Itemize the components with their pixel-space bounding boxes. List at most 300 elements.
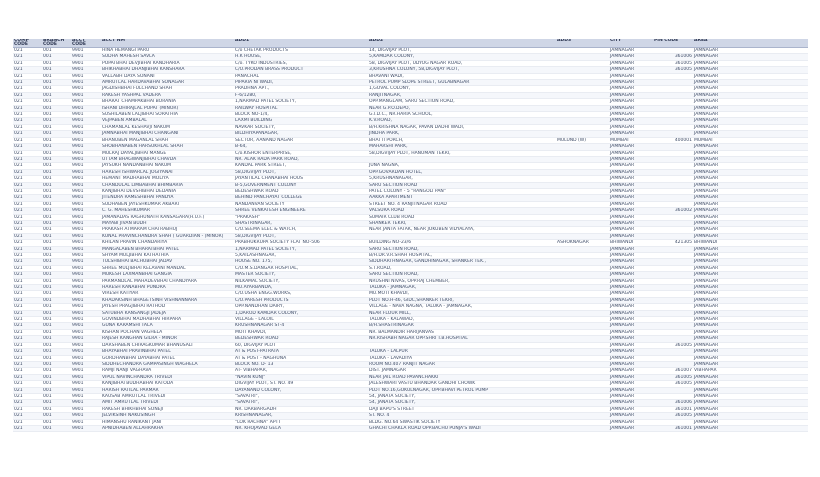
cell-acct-nm: HIMANSHU RANIKANT JANI	[101, 419, 234, 425]
cell-branch-code: 001	[42, 406, 71, 412]
cell-branch-code: 001	[42, 227, 71, 233]
cell-acct-code: 9901	[71, 131, 101, 137]
cell-add1: SHASTRINAGAR,	[234, 220, 368, 226]
cell-city: MUMBAI	[609, 137, 653, 143]
cell-area: JAMNAGAR	[693, 54, 808, 60]
cell-comp-code: 021	[13, 214, 42, 220]
cell-add1: NR. KHOJAVAD GELA	[234, 425, 368, 431]
column-header-add2: ADD2	[368, 39, 556, 48]
cell-add1: BEDESHWAR ROAD	[234, 336, 368, 342]
cell-area: JAMNAGAR	[693, 220, 808, 226]
cell-acct-code: 9901	[71, 374, 101, 380]
cell-acct-nm: KHILAN PRAVIN CHANDARIYA	[101, 240, 234, 246]
cell-branch-code: 001	[42, 131, 71, 137]
cell-area: JAMNAGAR	[693, 86, 808, 92]
cell-acct-code: 9901	[71, 105, 101, 111]
cell-acct-code: 9901	[71, 48, 101, 54]
cell-acct-nm: SHYAM MULJIBHAI KATHATHIA	[101, 253, 234, 259]
cell-acct-code: 9901	[71, 169, 101, 175]
cell-pin-code: 361005	[653, 67, 693, 73]
cell-area: JAMNAGAR	[693, 304, 808, 310]
cell-area: JAMNAGAR	[693, 131, 808, 137]
cell-branch-code: 001	[42, 374, 71, 380]
column-header-branch-code: BRANCH CODE	[42, 39, 71, 48]
cell-comp-code: 021	[13, 105, 42, 111]
cell-acct-code: 9901	[71, 425, 101, 431]
cell-add1: AT & POST-PATRATA	[234, 349, 368, 355]
cell-add1: VILLAGE - LALOIL	[234, 317, 368, 323]
cell-acct-nm: RAJESH KANGHAN GILRA - MINOR	[101, 336, 234, 342]
cell-acct-nm: JAMANADAS RAGHUNATH KANSAGARA(H.U.F.)	[101, 214, 234, 220]
cell-branch-code: 001	[42, 342, 71, 348]
cell-acct-nm: HARESH KANABHAI PUNDRA	[101, 285, 234, 291]
cell-acct-nm: AMRUTLAL HARDAVABHAI SONAGAR	[101, 80, 234, 86]
column-header-add3: ADD3	[556, 39, 609, 48]
cell-branch-code: 001	[42, 361, 71, 367]
cell-acct-code: 9901	[71, 361, 101, 367]
cell-branch-code: 001	[42, 124, 71, 130]
cell-add2: B/H.SHASTRINAGAR	[368, 323, 556, 329]
cell-add2: OPP.GOVARDAN HOTEL,	[368, 169, 556, 175]
cell-acct-code: 9901	[71, 381, 101, 387]
column-header-acct-code: ACCT CODE	[71, 39, 101, 48]
cell-comp-code: 021	[13, 67, 42, 73]
cell-acct-code: 9901	[71, 99, 101, 105]
cell-add1: KRUSHNANAGAR ST-4	[234, 323, 368, 329]
cell-branch-code: 001	[42, 291, 71, 297]
cell-add2: NEAR FLOUR MILL,	[368, 310, 556, 316]
cell-comp-code: 021	[13, 48, 42, 54]
cell-pin-code: 400001	[653, 137, 693, 143]
cell-acct-nm: CHANDULAL LIMBABHAI BHIMBARIA	[101, 182, 234, 188]
cell-add1: C/O.M.S.DANGAR HOSPITAL,	[234, 265, 368, 271]
cell-acct-code: 9901	[71, 419, 101, 425]
cell-pin-code: 361005	[653, 381, 693, 387]
cell-acct-code: 9901	[71, 188, 101, 194]
cell-comp-code: 021	[13, 310, 42, 316]
cell-add1: H.K HOUSE,	[234, 54, 368, 60]
cell-area: JAMNAGAR	[693, 124, 808, 130]
cell-add2: SHANKER TEKRI,	[368, 220, 556, 226]
cell-comp-code: 021	[13, 156, 42, 162]
table-row	[13, 240, 808, 246]
table-row	[13, 400, 808, 406]
cell-city: JAMNAGAR	[609, 156, 653, 162]
cell-acct-nm: C. G. MAHESHKUMAR	[101, 208, 234, 214]
cell-add2: 1,GOVAL COLONY,	[368, 86, 556, 92]
cell-add1: DAYANAND COLONY,	[234, 387, 368, 393]
cell-area: JAMNAGAR	[693, 150, 808, 156]
cell-add2: B/H.KRISHNA NAGAR, PAVAN DADHI WADI,	[368, 124, 556, 130]
cell-add1: 1,NARMAD PATEL SOCIETY,	[234, 99, 368, 105]
cell-city: JAMNAGAR	[609, 176, 653, 182]
table-row	[13, 425, 808, 431]
cell-branch-code: 001	[42, 118, 71, 124]
cell-add1: SHREE VENKATESH ENGINEERE	[234, 208, 368, 214]
cell-add2: 58, DIGVIJAY PLOT, UDYOG NAGAR ROAD,	[368, 60, 556, 66]
column-header-pin-code: PIN CODE	[653, 39, 693, 48]
cell-add1: MOTI KHAVDI,	[234, 329, 368, 335]
cell-area: JAMNAGAR	[693, 310, 808, 316]
cell-pin-code: 361005	[653, 60, 693, 66]
cell-branch-code: 001	[42, 425, 71, 431]
cell-comp-code: 021	[13, 118, 42, 124]
cell-add1: C/o CHETAK PRODUCTS	[234, 48, 368, 54]
cell-add2: PLOT NO.H-46, GIDC,SHANKER TEKRI,	[368, 297, 556, 303]
cell-add1: 1,DAROD KAMDAR COLONY,	[234, 310, 368, 316]
cell-comp-code: 021	[13, 413, 42, 419]
cell-add2: TALUKA - KALAWAD,	[368, 317, 556, 323]
cell-city: JAMNAGAR	[609, 169, 653, 175]
cell-add1: PANACHAL	[234, 73, 368, 79]
cell-comp-code: 021	[13, 253, 42, 259]
cell-area: JAMNAGAR	[693, 188, 808, 194]
cell-city: JAMNAGAR	[609, 118, 653, 124]
cell-area: JAMNAGAR	[693, 112, 808, 118]
cell-city: JAMNAGAR	[609, 272, 653, 278]
cell-comp-code: 021	[13, 92, 42, 98]
cell-city: BHIWANDI	[609, 240, 653, 246]
cell-area: JAMNAGAR	[693, 393, 808, 399]
cell-comp-code: 021	[13, 419, 42, 425]
cell-acct-code: 9901	[71, 214, 101, 220]
cell-acct-code: 9901	[71, 342, 101, 348]
cell-city: JAMNAGAR	[609, 291, 653, 297]
cell-add1: "SAVATRI",	[234, 393, 368, 399]
cell-add1: 58,DIGVIJAY PLOT,	[234, 169, 368, 175]
cell-branch-code: 001	[42, 150, 71, 156]
cell-comp-code: 021	[13, 368, 42, 374]
cell-acct-code: 9901	[71, 208, 101, 214]
cell-area: JAMNAGAR	[693, 182, 808, 188]
cell-city: JAMNAGAR	[609, 201, 653, 207]
cell-acct-code: 9901	[71, 227, 101, 233]
cell-area: JAMNAGAR	[693, 265, 808, 271]
cell-city: JAMNAGAR	[609, 253, 653, 259]
cell-add1: B-5,GOVERNMENT COLONY	[234, 182, 368, 188]
cell-acct-code: 9901	[71, 163, 101, 169]
cell-add2: STREET NO. 4 RANJITNAGAR ROAD	[368, 201, 556, 207]
column-header-city: CITY	[609, 39, 653, 48]
cell-area: JAMNAGAR	[693, 278, 808, 284]
cell-add1: MASTER SOCIETY,	[234, 272, 368, 278]
cell-branch-code: 001	[42, 80, 71, 86]
header-row	[13, 39, 808, 48]
cell-add2: SARU SECTION ROAD,	[368, 246, 556, 252]
cell-city: JAMNAGAR	[609, 92, 653, 98]
cell-pin-code: 421305	[653, 240, 693, 246]
cell-acct-nm: SATUBHA KANSANGJI JADEJA	[101, 310, 234, 316]
cell-add2: GHACHI CHAKLA ROAD OPP.BACHU PUNJA'S WADI	[368, 425, 556, 431]
cell-acct-nm: SUDHA MAHESH SAVLA	[101, 54, 234, 60]
cell-comp-code: 021	[13, 393, 42, 399]
cell-add2: 54, JANATA SOCIETY,	[368, 400, 556, 406]
cell-acct-nm: UTTAM BHAGWANJIBHAI CHAVDA	[101, 156, 234, 162]
cell-city: JAMNAGAR	[609, 297, 653, 303]
cell-acct-nm: SUSHILABEN LALJIBHAI SORATHIA	[101, 112, 234, 118]
cell-city: JAMNAGAR	[609, 60, 653, 66]
cell-comp-code: 021	[13, 291, 42, 297]
cell-city: JAMNAGAR	[609, 323, 653, 329]
cell-add2: SIDDHARTHNAGAR, GANDHINAGAR, SHANKER TEK.,	[368, 259, 556, 265]
cell-city: JAMNAGAR	[609, 374, 653, 380]
cell-comp-code: 021	[13, 73, 42, 79]
cell-add2: SARU SECTION ROAD	[368, 182, 556, 188]
cell-city: JAMNAGAR	[609, 265, 653, 271]
cell-acct-nm: VIRESH KATIYAR	[101, 291, 234, 297]
cell-acct-nm: HINA HEMANGI PARU	[101, 48, 234, 54]
cell-comp-code: 021	[13, 195, 42, 201]
table-row	[13, 406, 808, 412]
cell-area: JAMNAGAR	[693, 400, 808, 406]
cell-acct-code: 9901	[71, 176, 101, 182]
table-row	[13, 60, 808, 66]
cell-branch-code: 001	[42, 105, 71, 111]
cell-acct-code: 9901	[71, 406, 101, 412]
cell-add1: NAVKAR SOCIETY,	[234, 124, 368, 130]
cell-branch-code: 001	[42, 240, 71, 246]
cell-acct-code: 9901	[71, 124, 101, 130]
cell-branch-code: 001	[42, 413, 71, 419]
cell-add1: C/o.KISHOR ENTERPRISE,	[234, 150, 368, 156]
cell-area: JAMNAGAR	[693, 349, 808, 355]
cell-acct-nm: BHANUBEN MAGANLAL SHAH	[101, 137, 234, 143]
cell-area: JAMNAGAR	[693, 317, 808, 323]
cell-add2: VILLAGE - NAVA NAGNA, TALUKA - JAMNAGAR,	[368, 304, 556, 310]
cell-acct-code: 9901	[71, 92, 101, 98]
cell-city: JAMNAGAR	[609, 150, 653, 156]
cell-add2: RANJITNAGAR,	[368, 92, 556, 98]
table-row	[13, 381, 808, 387]
cell-add2: PLOT NO.16,GOKULNAGAR, OPP.BHAVI PETROL PUMP	[368, 387, 556, 393]
cell-acct-nm: VEJPABEN AMBALAL	[101, 118, 234, 124]
cell-add2: NRUSHNI NIVAS, OPP.RAJ CHEMBER,	[368, 278, 556, 284]
cell-pin-code: 361001	[653, 406, 693, 412]
cell-add1: AT- VIBHAPAR,	[234, 368, 368, 374]
cell-acct-code: 9901	[71, 304, 101, 310]
cell-comp-code: 021	[13, 400, 42, 406]
cell-comp-code: 021	[13, 374, 42, 380]
cell-city: JAMNAGAR	[609, 349, 653, 355]
cell-acct-code: 9901	[71, 393, 101, 399]
cell-acct-nm: KAUSAB AMRUTLAL TRIVEDI	[101, 393, 234, 399]
cell-city: JAMNAGAR	[609, 310, 653, 316]
cell-add2: B/H.DR.V.R.SHAH HOSPITAL,	[368, 253, 556, 259]
cell-city: JAMNAGAR	[609, 400, 653, 406]
cell-comp-code: 021	[13, 150, 42, 156]
cell-area: JAMNAGAR	[693, 214, 808, 220]
cell-area: JAMNAGAR	[693, 272, 808, 278]
cell-branch-code: 001	[42, 329, 71, 335]
cell-area: JAMNAGAR	[693, 195, 808, 201]
cell-add2: BHATTI PORCH,	[368, 137, 556, 143]
cell-add1: F-6/1280,	[234, 92, 368, 98]
cell-city: JAMNAGAR	[609, 419, 653, 425]
cell-comp-code: 021	[13, 285, 42, 291]
cell-add2: 5,KAMDAR COLONY,	[368, 54, 556, 60]
cell-comp-code: 021	[13, 406, 42, 412]
cell-add1: RAILWAY HOSPITAL	[234, 105, 368, 111]
cell-branch-code: 001	[42, 176, 71, 182]
cell-acct-code: 9901	[71, 201, 101, 207]
cell-city: JAMNAGAR	[609, 86, 653, 92]
cell-add1: PIPARIA NI WADI,	[234, 80, 368, 86]
cell-add1: BLOCK NO. D- 13	[234, 361, 368, 367]
cell-add1: KANDAL PARK STREET,	[234, 163, 368, 169]
cell-acct-code: 9901	[71, 156, 101, 162]
cell-branch-code: 001	[42, 400, 71, 406]
cell-acct-code: 9901	[71, 246, 101, 252]
cell-city: JAMNAGAR	[609, 361, 653, 367]
cell-comp-code: 021	[13, 188, 42, 194]
cell-acct-code: 9901	[71, 137, 101, 143]
cell-branch-code: 001	[42, 233, 71, 239]
cell-acct-nm: JAGDISHBHAI FULCHAND SHAH	[101, 86, 234, 92]
cell-add1: 60, DIGVIJAY PLOT	[234, 342, 368, 348]
cell-acct-nm: GOVINDBHAI MADHABHAI HIRPARA	[101, 317, 234, 323]
cell-add1: 1,NARMAD PATEL SOCIETY,	[234, 246, 368, 252]
cell-city: JAMNAGAR	[609, 214, 653, 220]
cell-acct-code: 9901	[71, 387, 101, 393]
cell-branch-code: 001	[42, 214, 71, 220]
cell-area: JAMNAGAR	[693, 425, 808, 431]
cell-comp-code: 021	[13, 355, 42, 361]
cell-comp-code: 021	[13, 112, 42, 118]
cell-add1: B-64,	[234, 144, 368, 150]
cell-add2: PATEL COLONY - 5 "RANGOLI PAN"	[368, 188, 556, 194]
cell-city: JAMNAGAR	[609, 233, 653, 239]
cell-branch-code: 001	[42, 259, 71, 265]
cell-comp-code: 021	[13, 201, 42, 207]
cell-area: JAMNAGAR	[693, 163, 808, 169]
cell-add1: JAYANTILAL CHANABHAI HOUS	[234, 176, 368, 182]
cell-branch-code: 001	[42, 278, 71, 284]
cell-acct-code: 9901	[71, 86, 101, 92]
cell-area: JAMNAGAR	[693, 374, 808, 380]
cell-add2: MU.MOTI KHAVDI,	[368, 291, 556, 297]
cell-city: JAMNAGAR	[609, 73, 653, 79]
cell-add1: PRABHUKRUPA SOCIETY FLAT NO-506	[234, 240, 368, 246]
cell-acct-nm: SIDDHECHANDRA GAMPASINGH WAGHELA	[101, 361, 234, 367]
cell-acct-nm: POPATBHAI DEVJIBHAI KANDHARIA	[101, 60, 234, 66]
cell-area: JAMNAGAR	[693, 342, 808, 348]
cell-add1: PRADHNA APT.,	[234, 86, 368, 92]
cell-branch-code: 001	[42, 201, 71, 207]
cell-city: JAMNAGAR	[609, 227, 653, 233]
cell-add1: 5,KAILASHNAGAR,	[234, 253, 368, 259]
cell-city: JAMNAGAR	[609, 163, 653, 169]
cell-comp-code: 021	[13, 240, 42, 246]
cell-comp-code: 021	[13, 278, 42, 284]
cell-comp-code: 021	[13, 323, 42, 329]
cell-city: JAMNAGAR	[609, 80, 653, 86]
cell-acct-code: 9901	[71, 355, 101, 361]
cell-add3: ASHOKNAGAR	[556, 240, 609, 246]
table-row	[13, 67, 808, 73]
cell-acct-code: 9901	[71, 368, 101, 374]
cell-area: JAMNAGAR	[693, 156, 808, 162]
cell-branch-code: 001	[42, 144, 71, 150]
cell-branch-code: 001	[42, 393, 71, 399]
cell-area: JAMNAGAR	[693, 253, 808, 259]
cell-area: JAMNAGAR	[693, 208, 808, 214]
cell-add2: SUMAIR CLUB ROAD	[368, 214, 556, 220]
cell-area: JAMNAGAR	[693, 297, 808, 303]
cell-area: JAMNAGAR	[693, 419, 808, 425]
cell-comp-code: 021	[13, 131, 42, 137]
cell-branch-code: 001	[42, 310, 71, 316]
cell-acct-nm: KUNAL PRAVINCHANDRA SHAH ( GUARDIAN - [MINOR]	[101, 233, 234, 239]
cell-add2: NEAR JAIL ROAD PAVANCHAKKI	[368, 374, 556, 380]
cell-add2: SARU SECTION ROAD,	[368, 272, 556, 278]
cell-add3	[556, 425, 609, 431]
cell-branch-code: 001	[42, 355, 71, 361]
cell-acct-code: 9901	[71, 253, 101, 259]
cell-branch-code: 001	[42, 156, 71, 162]
cell-add2: JALESHWARI VASTU BHANDAR GANDHI CHOWK	[368, 381, 556, 387]
cell-add1: OPP.NANDHAN DAIRY,	[234, 304, 368, 310]
cell-city: JAMNAGAR	[609, 285, 653, 291]
cell-area: JAMNAGAR	[693, 387, 808, 393]
cell-add1: "NAVIN KUNJ"	[234, 374, 368, 380]
cell-acct-nm: SUDHABEN JAYESHKUMAR AKBARI	[101, 201, 234, 207]
cell-acct-code: 9901	[71, 278, 101, 284]
cell-city: JAMNAGAR	[609, 259, 653, 265]
cell-area: JAMNAGAR	[693, 105, 808, 111]
cell-acct-nm: BHARAT CHAMPAKBHAI BORANIA	[101, 99, 234, 105]
table-row	[13, 374, 808, 380]
cell-city: JAMNAGAR	[609, 336, 653, 342]
cell-area: JAMNAGAR	[693, 176, 808, 182]
cell-comp-code: 021	[13, 381, 42, 387]
cell-pin-code: 361006	[653, 54, 693, 60]
cell-acct-nm: TULSHIBHAI BACHUBHAI JADAV	[101, 259, 234, 265]
cell-add2: 14, DIGVIJAY PLOT,	[368, 48, 556, 54]
cell-city: JAMNAGAR	[609, 406, 653, 412]
column-header-add1: ADD1	[234, 39, 368, 48]
cell-branch-code: 001	[42, 99, 71, 105]
cell-pin-code: 361005	[653, 413, 693, 419]
cell-add1: BILDHIYAPANAGAR,	[234, 131, 368, 137]
cell-branch-code: 001	[42, 265, 71, 271]
cell-acct-nm: KANJIBHAI DEVSHIBHAI DEDANIA	[101, 188, 234, 194]
cell-branch-code: 001	[42, 368, 71, 374]
cell-acct-nm: JAYESH PRAGJIBHAI RATHOD	[101, 304, 234, 310]
cell-pin-code: 361002	[653, 208, 693, 214]
cell-city: JAMNAGAR	[609, 413, 653, 419]
cell-pin-code: 361001	[653, 425, 693, 431]
cell-acct-code: 9901	[71, 265, 101, 271]
cell-comp-code: 021	[13, 176, 42, 182]
cell-area: VIBHAPAR	[693, 368, 808, 374]
cell-area: JAMNAGAR	[693, 336, 808, 342]
cell-add1: MU.AYARBANDA,	[234, 285, 368, 291]
cell-acct-nm: JELVIKSINH NAKUSINGH	[101, 413, 234, 419]
cell-area: JAMNAGAR	[693, 169, 808, 175]
cell-acct-nm: MAYABI JIVAN BUDH	[101, 220, 234, 226]
table-row	[13, 54, 808, 60]
cell-acct-code: 9901	[71, 297, 101, 303]
cell-comp-code: 021	[13, 54, 42, 60]
cell-acct-code: 9901	[71, 336, 101, 342]
cell-add1: NANDANVAN SOCIETY	[234, 201, 368, 207]
cell-acct-nm: PRAKASH ATMARAM CHATRABHUJ	[101, 227, 234, 233]
cell-add3: MULUND (W)	[556, 137, 609, 143]
cell-branch-code: 001	[42, 60, 71, 66]
cell-comp-code: 021	[13, 60, 42, 66]
cell-acct-nm: VALLABH DAYA SONANI	[101, 73, 234, 79]
cell-acct-code: 9901	[71, 73, 101, 79]
